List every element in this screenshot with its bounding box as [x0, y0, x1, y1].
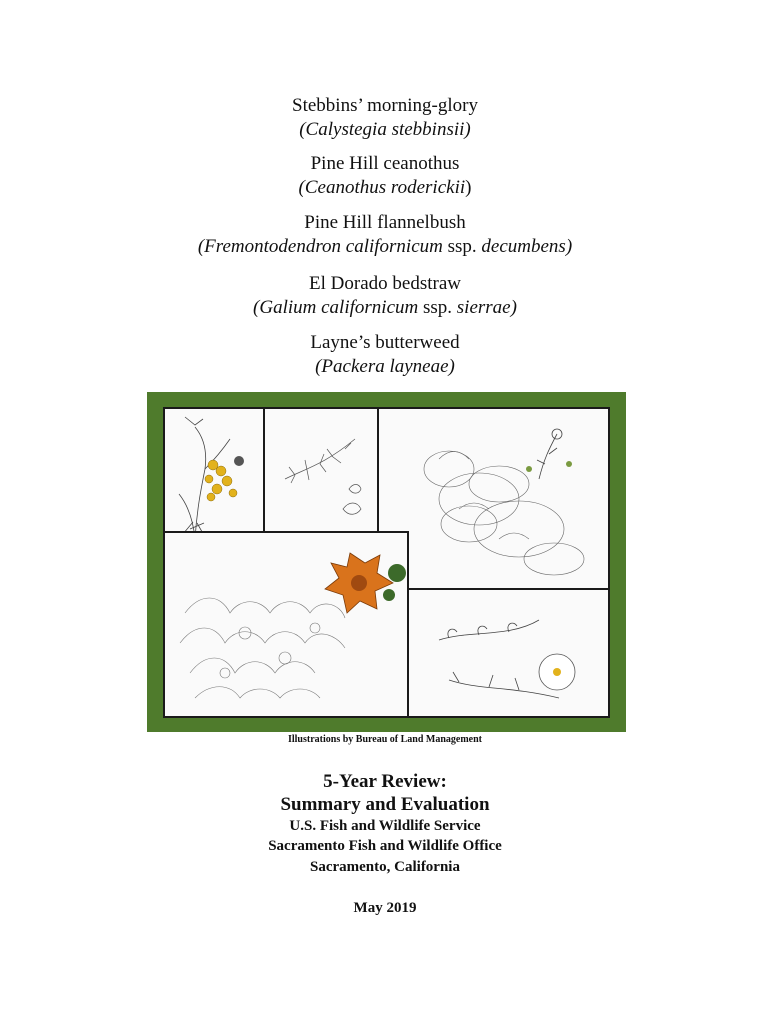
- agency-name: U.S. Fish and Wildlife Service: [289, 818, 481, 834]
- species-4: [0, 272, 770, 320]
- species-5: [0, 331, 770, 379]
- butterweed-illustration: [165, 409, 263, 547]
- scientific-name: [0, 235, 770, 259]
- flower-white: [539, 654, 575, 690]
- scientific-name: [0, 355, 770, 379]
- scientific-name: [0, 118, 770, 142]
- species-2: [0, 152, 770, 200]
- sci-name-part: (Ceanothus roderickii: [298, 177, 466, 198]
- common-name: El Dorado bedstraw: [309, 273, 461, 294]
- illustration-panel-butterweed: [163, 407, 265, 549]
- sci-name-part: (Fremontodendron californicum: [197, 236, 443, 257]
- species-3: [0, 211, 770, 259]
- common-name: Stebbins’ morning-glory: [292, 95, 478, 116]
- morning-glory-illustration: [409, 590, 608, 716]
- sci-name-close: ): [465, 177, 472, 198]
- illustration-panel-flannelbush: [163, 531, 409, 718]
- common-name: Layne’s butterweed: [310, 332, 460, 353]
- bedstraw-illustration: [265, 409, 377, 531]
- report-date: May 2019: [353, 900, 417, 916]
- sci-name-part: sierrae): [456, 297, 517, 318]
- common-name: Pine Hill ceanothus: [310, 153, 460, 174]
- sci-name-part: decumbens): [481, 236, 573, 257]
- office-location: Sacramento, California: [310, 859, 460, 875]
- office-name: Sacramento Fish and Wildlife Office: [268, 838, 502, 854]
- sci-name-part: (Calystegia stebbinsii): [299, 119, 471, 140]
- flower-orange: [325, 553, 406, 613]
- scientific-name: [0, 176, 770, 200]
- flannelbush-illustration: [165, 533, 407, 716]
- ceanothus-illustration: [379, 409, 608, 588]
- illustration-collage: [147, 392, 626, 732]
- illustration-panel-bedstraw: [263, 407, 379, 533]
- illustration-panel-ceanothus: [377, 407, 610, 590]
- illustration-panel-morning-glory: [407, 588, 610, 718]
- scientific-name: [0, 296, 770, 320]
- sci-name-part: (Packera layneae): [315, 356, 455, 377]
- common-name: Pine Hill flannelbush: [304, 212, 466, 233]
- sci-name-part: (Galium californicum: [253, 297, 419, 318]
- report-subtitle: Summary and Evaluation: [280, 794, 490, 815]
- species-1: [0, 94, 770, 142]
- illustration-caption: Illustrations by Bureau of Land Management: [287, 734, 482, 745]
- ssp-label: ssp.: [442, 236, 482, 257]
- report-title: 5-Year Review:: [323, 771, 447, 792]
- ssp-label: ssp.: [418, 297, 457, 318]
